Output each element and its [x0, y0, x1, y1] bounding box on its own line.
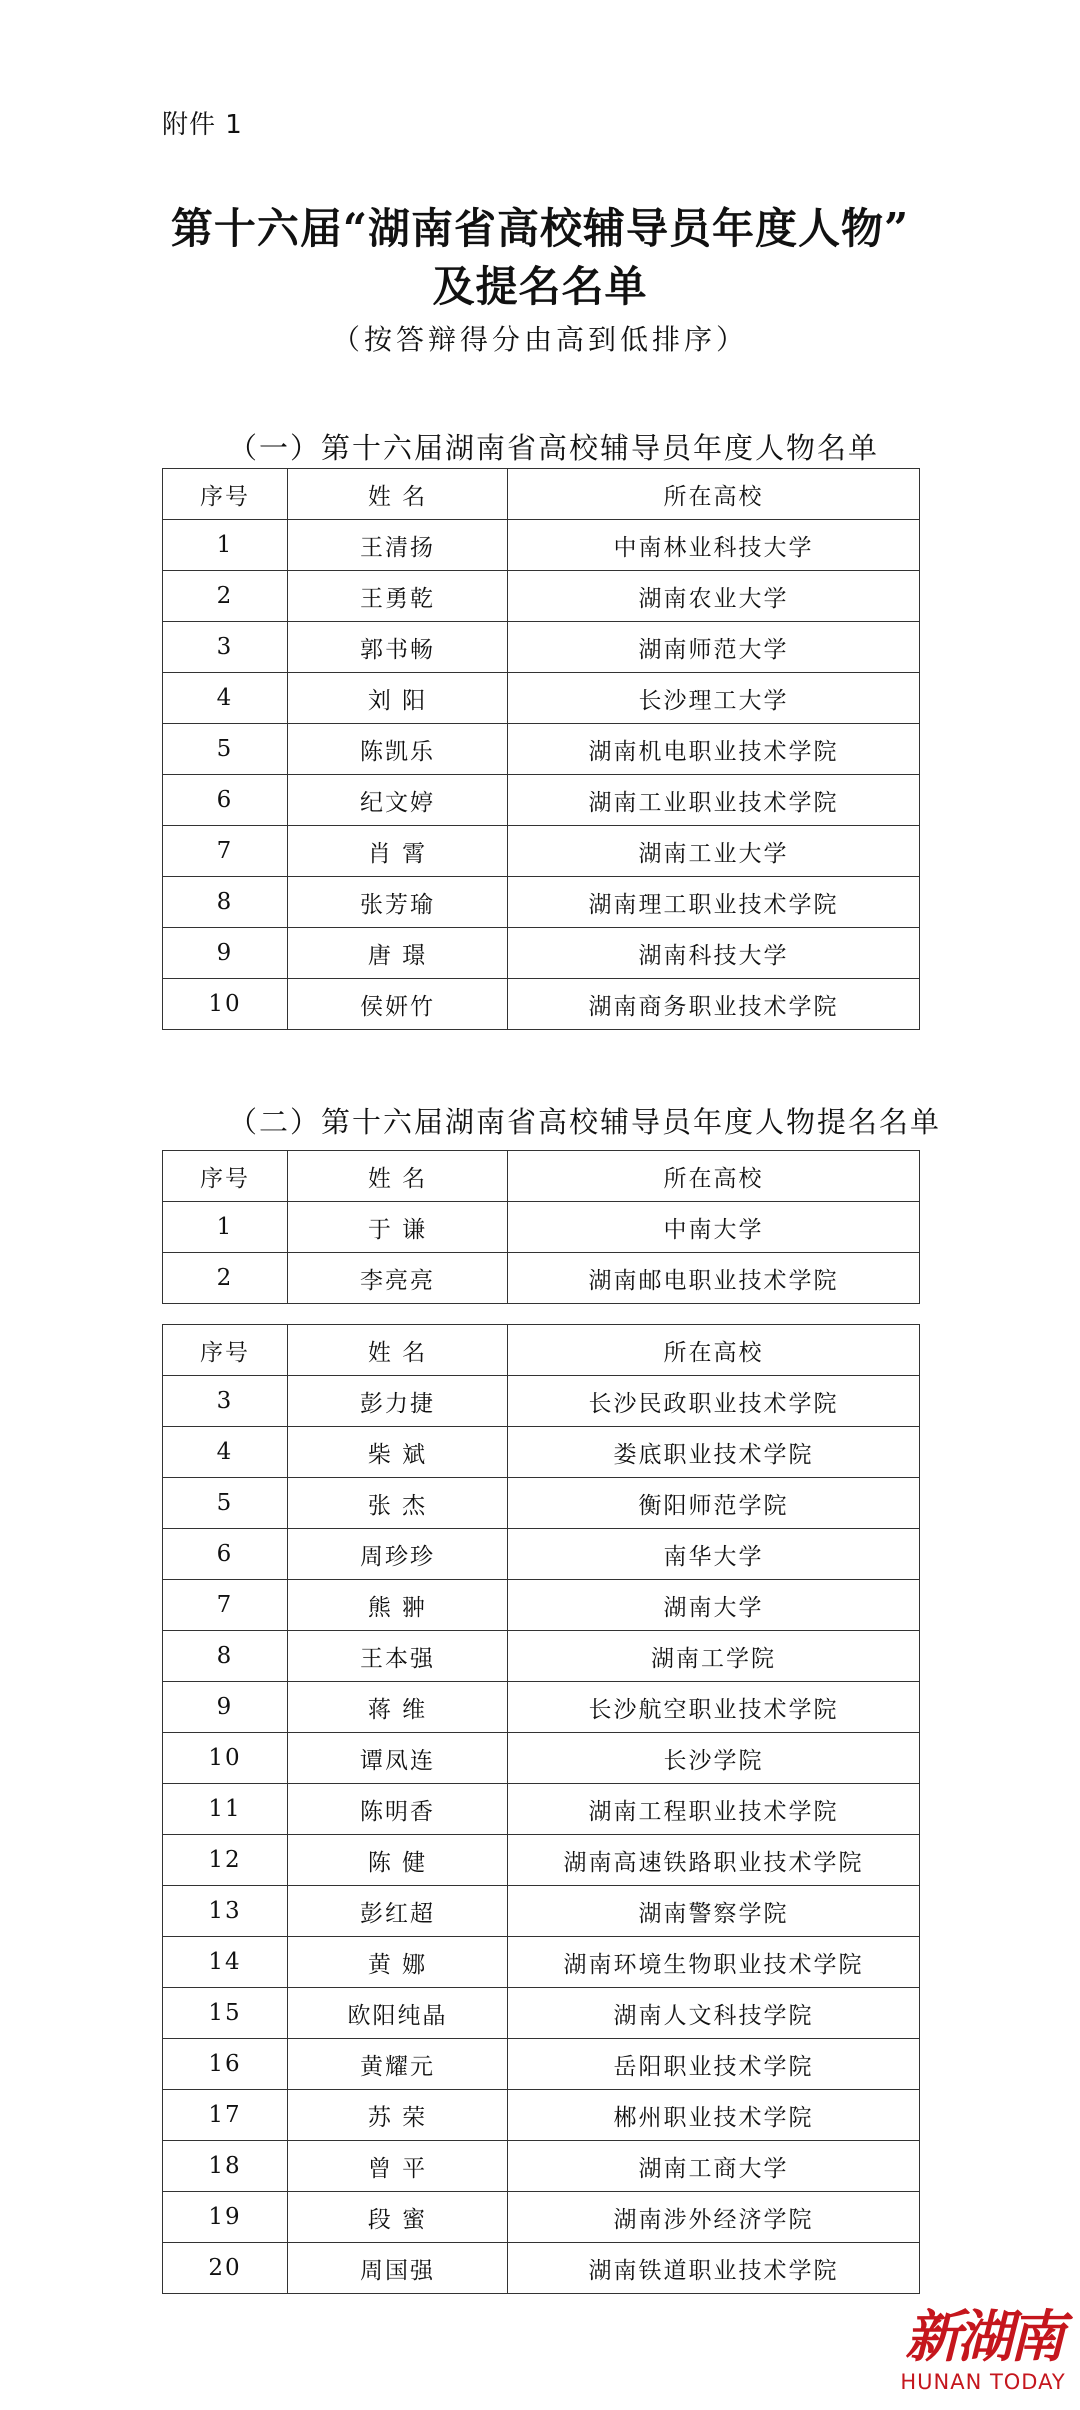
- row-name: 张 杰: [288, 1478, 508, 1529]
- row-name: 柴 斌: [288, 1427, 508, 1478]
- table-row: [163, 2141, 920, 2192]
- row-name: 熊 翀: [288, 1580, 508, 1631]
- row-number: 1: [163, 520, 288, 571]
- table-row: [163, 1835, 920, 1886]
- row-school: 湖南工业职业技术学院: [508, 775, 920, 826]
- row-name: 陈 健: [288, 1835, 508, 1886]
- row-name: 彭力捷: [288, 1376, 508, 1427]
- row-name: 曾 平: [288, 2141, 508, 2192]
- row-number: 2: [163, 1253, 288, 1304]
- row-school: 湖南理工职业技术学院: [508, 877, 920, 928]
- row-name: 段 蜜: [288, 2192, 508, 2243]
- row-number: 11: [163, 1784, 288, 1835]
- table-row: [163, 673, 920, 724]
- row-school: 娄底职业技术学院: [508, 1427, 920, 1478]
- row-name: 陈明香: [288, 1784, 508, 1835]
- table-row: [163, 2192, 920, 2243]
- row-number: 5: [163, 724, 288, 775]
- table-row: [163, 724, 920, 775]
- row-school: 湖南机电职业技术学院: [508, 724, 920, 775]
- table-row: [163, 1580, 920, 1631]
- row-number: 18: [163, 2141, 288, 2192]
- row-school: 长沙理工大学: [508, 673, 920, 724]
- table-row: [163, 2090, 920, 2141]
- table-row: [163, 1988, 920, 2039]
- row-school: 湖南工学院: [508, 1631, 920, 1682]
- row-number: 1: [163, 1202, 288, 1253]
- row-school: 长沙民政职业技术学院: [508, 1376, 920, 1427]
- table-row: [163, 1478, 920, 1529]
- row-number: 8: [163, 877, 288, 928]
- header-name: 姓 名: [288, 469, 508, 520]
- table-row: [163, 775, 920, 826]
- row-school: 湖南邮电职业技术学院: [508, 1253, 920, 1304]
- table-row: [163, 877, 920, 928]
- row-number: 20: [163, 2243, 288, 2294]
- header-school: 所在高校: [508, 469, 920, 520]
- row-number: 3: [163, 1376, 288, 1427]
- row-name: 周国强: [288, 2243, 508, 2294]
- row-number: 6: [163, 775, 288, 826]
- hunan-today-logo: [898, 2304, 1068, 2404]
- table-row: [163, 979, 920, 1030]
- row-school: 湖南商务职业技术学院: [508, 979, 920, 1030]
- row-name: 黄耀元: [288, 2039, 508, 2090]
- row-school: 湖南铁道职业技术学院: [508, 2243, 920, 2294]
- row-school: 南华大学: [508, 1529, 920, 1580]
- row-name: 纪文婷: [288, 775, 508, 826]
- row-school: 中南大学: [508, 1202, 920, 1253]
- row-school: 长沙航空职业技术学院: [508, 1682, 920, 1733]
- section1-table: [162, 468, 920, 1030]
- row-school: 湖南科技大学: [508, 928, 920, 979]
- row-number: 6: [163, 1529, 288, 1580]
- section1-title: （一）第十六届湖南省高校辅导员年度人物名单: [228, 431, 880, 465]
- table-row: [163, 1376, 920, 1427]
- row-school: 湖南工商大学: [508, 2141, 920, 2192]
- table-row: [163, 1202, 920, 1253]
- row-number: 15: [163, 1988, 288, 2039]
- table-header-row: [163, 469, 920, 520]
- row-number: 12: [163, 1835, 288, 1886]
- section2-table-part2: [162, 1324, 920, 2294]
- row-school: 湖南工业大学: [508, 826, 920, 877]
- row-school: 湖南环境生物职业技术学院: [508, 1937, 920, 1988]
- table-row: [163, 1631, 920, 1682]
- table-row: [163, 1253, 920, 1304]
- row-school: 湖南人文科技学院: [508, 1988, 920, 2039]
- table-row: [163, 826, 920, 877]
- row-name: 张芳瑜: [288, 877, 508, 928]
- document-title-line2: 及提名名单: [432, 262, 648, 311]
- row-name: 肖 霄: [288, 826, 508, 877]
- table-header-row: [163, 1325, 920, 1376]
- table-row: [163, 1427, 920, 1478]
- row-name: 谭凤连: [288, 1733, 508, 1784]
- row-name: 王本强: [288, 1631, 508, 1682]
- row-school: 岳阳职业技术学院: [508, 2039, 920, 2090]
- table-row: [163, 1733, 920, 1784]
- row-school: 湖南涉外经济学院: [508, 2192, 920, 2243]
- header-number: 序号: [163, 1151, 288, 1202]
- document-title-line1: 第十六届“湖南省高校辅导员年度人物”: [170, 204, 910, 253]
- table-row: [163, 1937, 920, 1988]
- row-number: 7: [163, 1580, 288, 1631]
- row-name: 蒋 维: [288, 1682, 508, 1733]
- row-school: 衡阳师范学院: [508, 1478, 920, 1529]
- row-name: 侯妍竹: [288, 979, 508, 1030]
- row-name: 郭书畅: [288, 622, 508, 673]
- row-name: 彭红超: [288, 1886, 508, 1937]
- row-name: 李亮亮: [288, 1253, 508, 1304]
- row-number: 16: [163, 2039, 288, 2090]
- table-row: [163, 1784, 920, 1835]
- table-row: [163, 1886, 920, 1937]
- row-name: 王清扬: [288, 520, 508, 571]
- row-number: 13: [163, 1886, 288, 1937]
- header-school: 所在高校: [508, 1151, 920, 1202]
- row-number: 14: [163, 1937, 288, 1988]
- row-number: 10: [163, 1733, 288, 1784]
- table-row: [163, 1529, 920, 1580]
- header-name: 姓 名: [288, 1151, 508, 1202]
- row-number: 19: [163, 2192, 288, 2243]
- row-number: 9: [163, 928, 288, 979]
- row-number: 3: [163, 622, 288, 673]
- logo-english-text: HUNAN TODAY: [900, 2370, 1066, 2394]
- header-number: 序号: [163, 1325, 288, 1376]
- table-row: [163, 2039, 920, 2090]
- document-subtitle: （按答辩得分由高到低排序）: [331, 323, 748, 356]
- row-name: 于 谦: [288, 1202, 508, 1253]
- header-number: 序号: [163, 469, 288, 520]
- row-school: 湖南高速铁路职业技术学院: [508, 1835, 920, 1886]
- row-school: 湖南警察学院: [508, 1886, 920, 1937]
- row-number: 10: [163, 979, 288, 1030]
- section2-table-part1: [162, 1150, 920, 1304]
- row-school: 中南林业科技大学: [508, 520, 920, 571]
- row-name: 刘 阳: [288, 673, 508, 724]
- row-school: 长沙学院: [508, 1733, 920, 1784]
- section2-title: （二）第十六届湖南省高校辅导员年度人物提名名单: [228, 1105, 942, 1139]
- row-school: 湖南农业大学: [508, 571, 920, 622]
- row-number: 4: [163, 673, 288, 724]
- row-number: 7: [163, 826, 288, 877]
- header-name: 姓 名: [288, 1325, 508, 1376]
- row-name: 王勇乾: [288, 571, 508, 622]
- row-name: 唐 璟: [288, 928, 508, 979]
- row-number: 17: [163, 2090, 288, 2141]
- table-row: [163, 928, 920, 979]
- table-row: [163, 2243, 920, 2294]
- table-header-row: [163, 1151, 920, 1202]
- row-school: 郴州职业技术学院: [508, 2090, 920, 2141]
- row-school: 湖南大学: [508, 1580, 920, 1631]
- table-row: [163, 520, 920, 571]
- row-number: 8: [163, 1631, 288, 1682]
- row-school: 湖南工程职业技术学院: [508, 1784, 920, 1835]
- table-row: [163, 571, 920, 622]
- row-name: 周珍珍: [288, 1529, 508, 1580]
- table-row: [163, 1682, 920, 1733]
- row-number: 4: [163, 1427, 288, 1478]
- header-school: 所在高校: [508, 1325, 920, 1376]
- row-name: 陈凯乐: [288, 724, 508, 775]
- row-number: 5: [163, 1478, 288, 1529]
- row-name: 黄 娜: [288, 1937, 508, 1988]
- logo-chinese-text: 新湖南: [905, 2304, 1061, 2370]
- row-number: 9: [163, 1682, 288, 1733]
- table-row: [163, 622, 920, 673]
- attachment-label: 附件 1: [162, 110, 243, 140]
- row-name: 欧阳纯晶: [288, 1988, 508, 2039]
- row-school: 湖南师范大学: [508, 622, 920, 673]
- row-name: 苏 荣: [288, 2090, 508, 2141]
- row-number: 2: [163, 571, 288, 622]
